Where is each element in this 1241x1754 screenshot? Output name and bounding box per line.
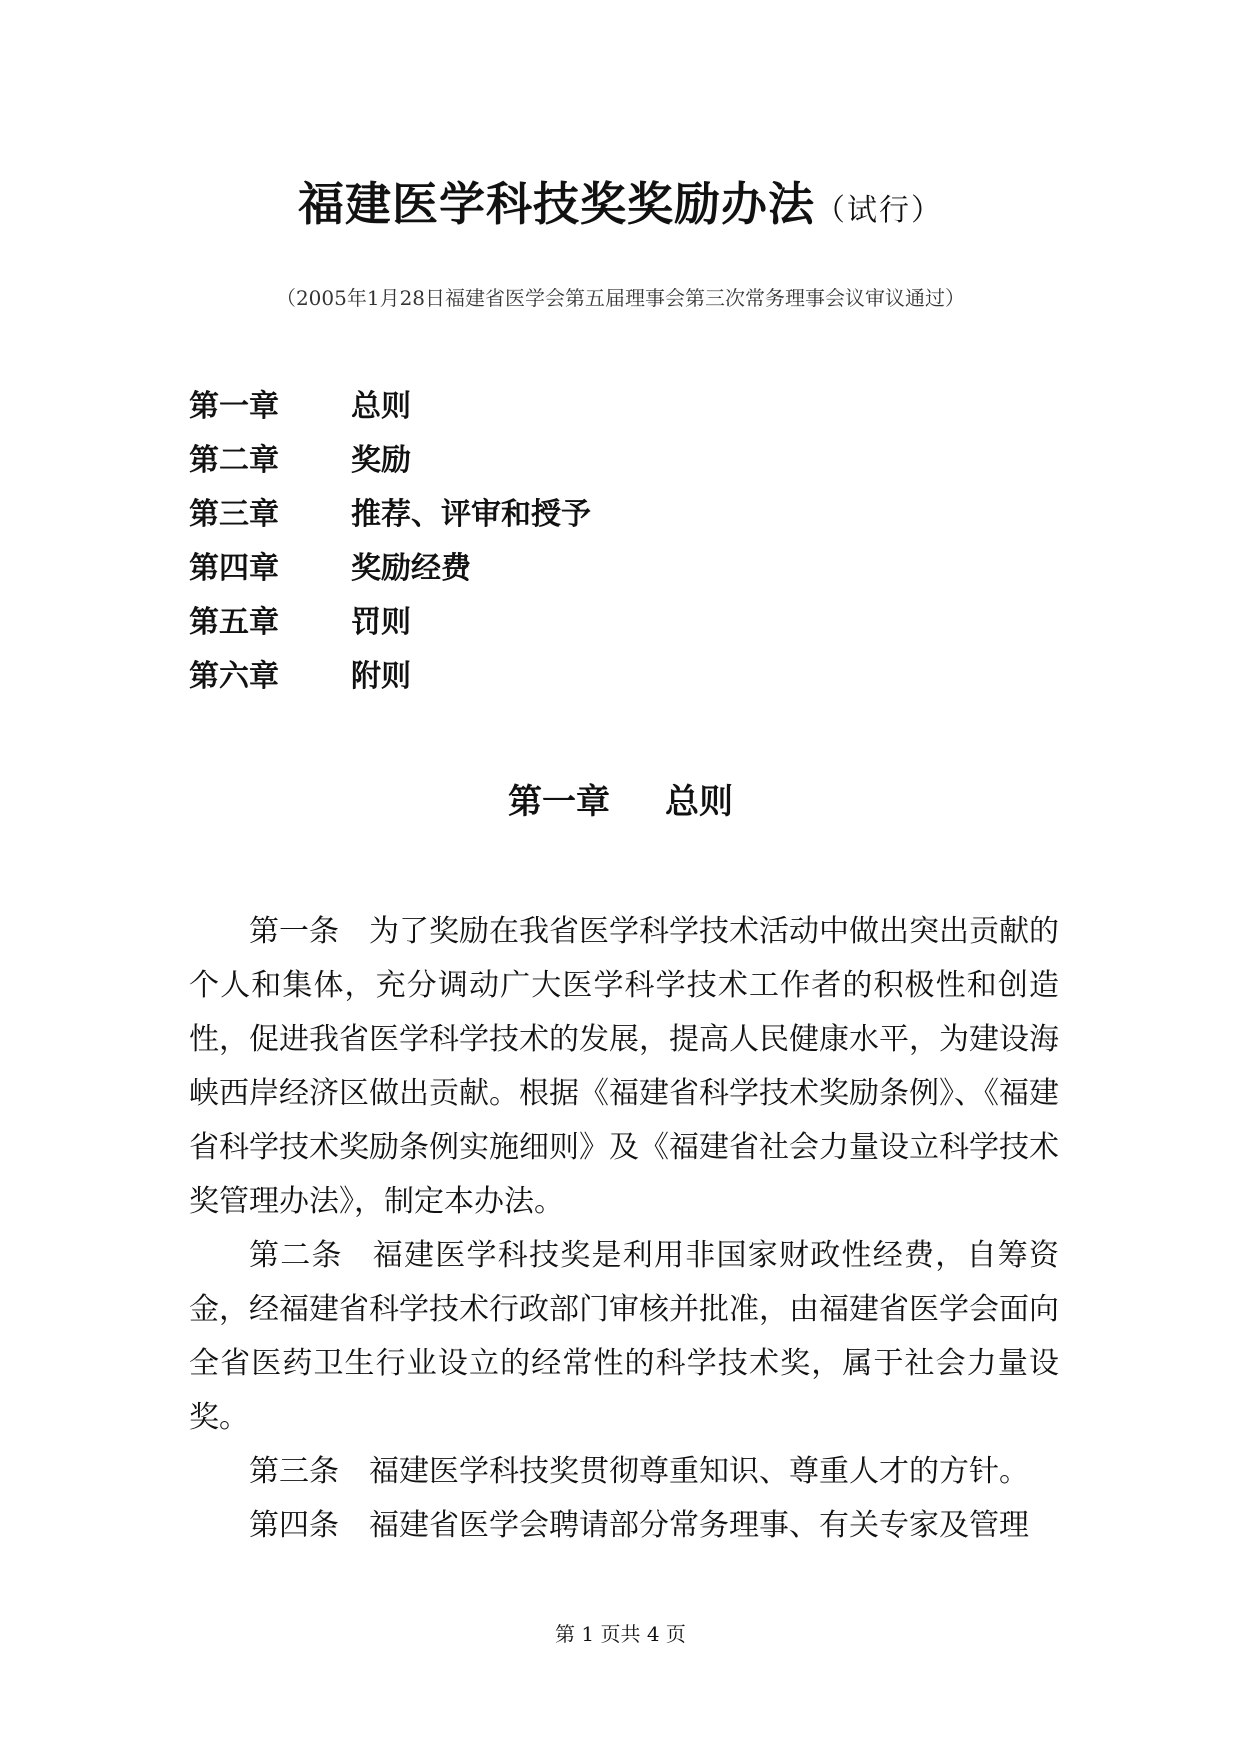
toc-chapter-name: 附则	[351, 659, 411, 694]
toc-item	[189, 434, 591, 488]
article	[189, 905, 1059, 1229]
toc-chapter-name: 总则	[351, 389, 411, 424]
chapter-name: 总则	[665, 782, 733, 822]
article-label: 第四条	[249, 1508, 339, 1543]
article-text: 福建医学科技奖贯彻尊重知识、尊重人才的方针。	[369, 1454, 1029, 1489]
document-title	[0, 168, 1241, 234]
title-main: 福建医学科技奖奖励办法	[298, 177, 815, 231]
toc-item	[189, 542, 591, 596]
toc-chapter-number: 第一章	[189, 389, 279, 424]
toc-chapter-number: 第三章	[189, 497, 279, 532]
chapter-heading	[0, 774, 1241, 823]
article	[189, 1445, 1059, 1499]
toc-chapter-name: 奖励经费	[351, 551, 471, 586]
adoption-note: （2005年1月28日福建省医学会第五届理事会第三次常务理事会议审议通过）	[275, 286, 966, 310]
article-label: 第一条	[249, 914, 339, 949]
toc-chapter-number: 第二章	[189, 443, 279, 478]
article	[189, 1499, 1059, 1553]
toc-chapter-name: 罚则	[351, 605, 411, 640]
toc-chapter-number: 第四章	[189, 551, 279, 586]
toc-chapter-number: 第五章	[189, 605, 279, 640]
chapter-body	[189, 905, 1059, 1553]
article-text: 福建医学科技奖是利用非国家财政性经费，自筹资金，经福建省科学技术行政部门审核并批准，由福建省医学会面向全省医药卫生行业设立的经常性的科学技术奖，属于社会力量设奖。	[189, 1238, 1059, 1435]
article-text: 福建省医学会聘请部分常务理事、有关专家及管理	[369, 1508, 1029, 1543]
article-label: 第三条	[249, 1454, 339, 1489]
toc-item	[189, 488, 591, 542]
page-footer: 第 1 页共 4 页	[555, 1622, 686, 1646]
toc-chapter-name: 推荐、评审和授予	[351, 497, 591, 532]
toc-chapter-name: 奖励	[351, 443, 411, 478]
article-label: 第二条	[249, 1238, 343, 1273]
article	[189, 1229, 1059, 1445]
chapter-number: 第一章	[508, 782, 610, 822]
table-of-contents	[189, 380, 591, 704]
toc-item	[189, 596, 591, 650]
toc-item	[189, 380, 591, 434]
article-text: 为了奖励在我省医学科学技术活动中做出突出贡献的个人和集体，充分调动广大医学科学技术工作者的积极性和创造性，促进我省医学科学技术的发展，提高人民健康水平，为建设海峡西岸经济区做出贡献。根据《福建省科学技术奖励条例》、《福建省科学技术奖励条例实施细则》及《福建省社会力量设立科学技术奖管理办法》，制定本办法。	[189, 914, 1059, 1219]
title-suffix: （试行）	[815, 193, 943, 228]
toc-chapter-number: 第六章	[189, 659, 279, 694]
toc-item	[189, 650, 591, 704]
